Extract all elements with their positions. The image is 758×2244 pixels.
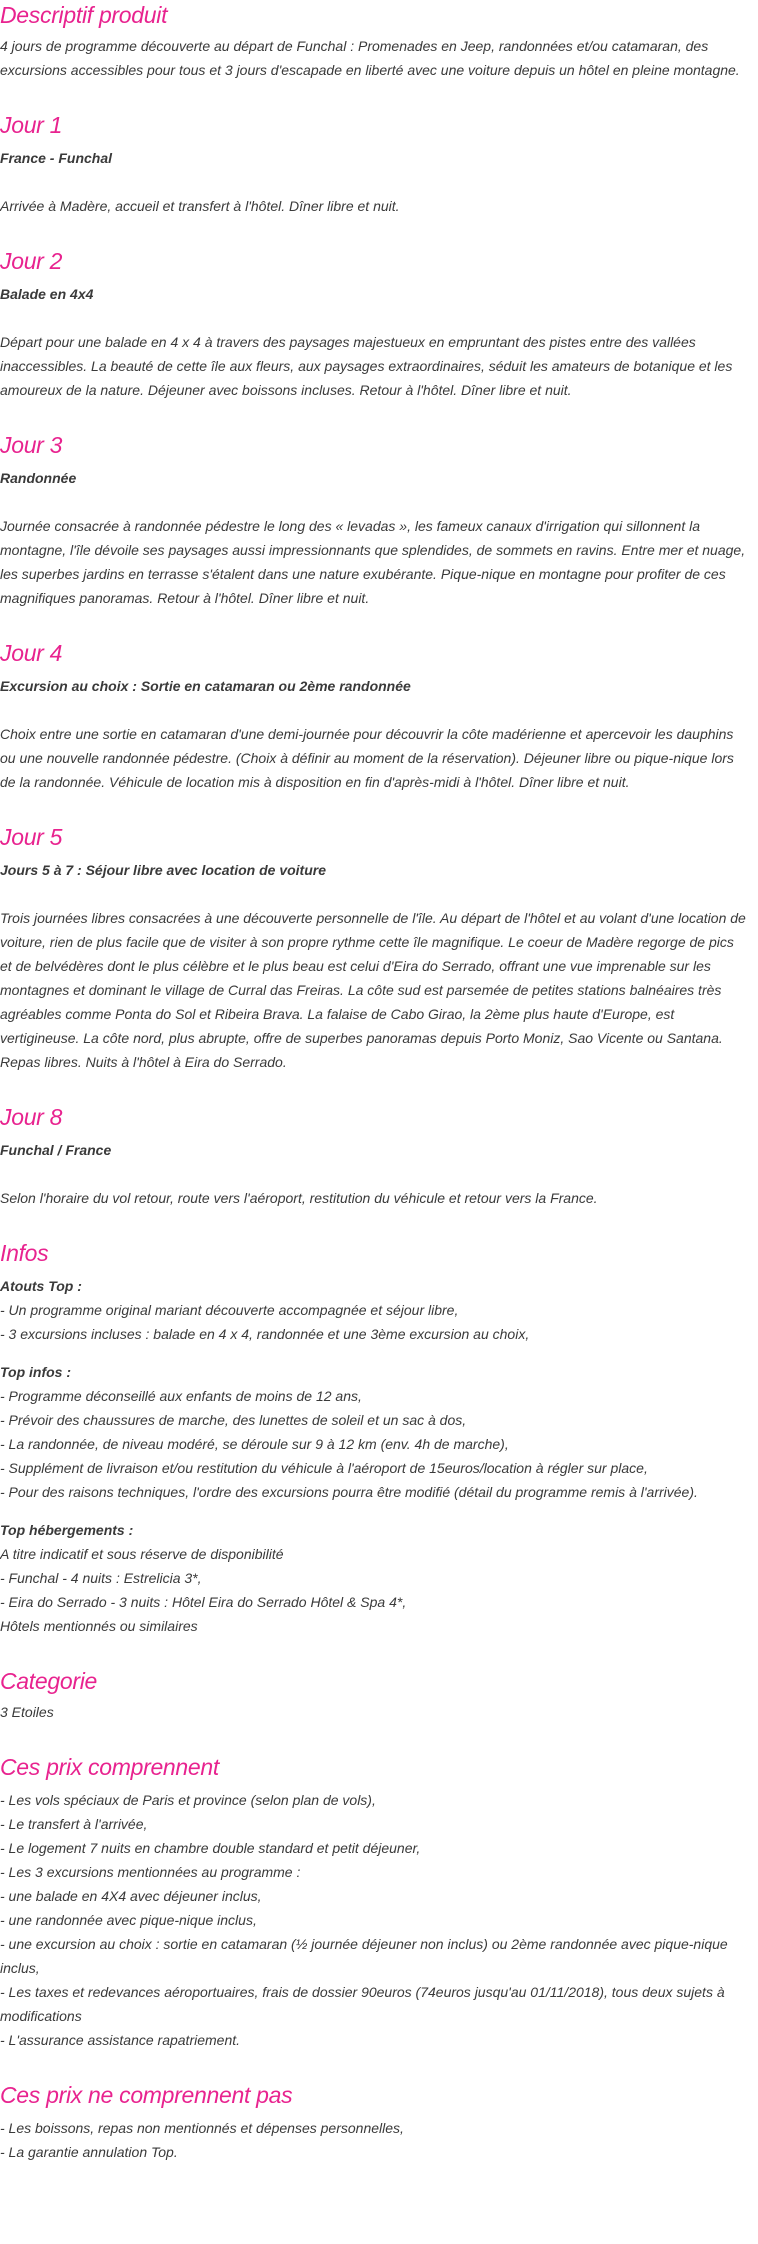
- list-item: - une randonnée avec pique-nique inclus,: [0, 1912, 257, 1928]
- list-item: - Le logement 7 nuits en chambre double standard et petit déjeuner,: [0, 1840, 421, 1856]
- descriptif-text: 4 jours de programme découverte au départ de Funchal : Promenades en Jeep, randonnées et/ou catamaran, des excursions accessibles pour tous et 3 jours d'escapade en liberté avec une voiture depuis un hôtel en pleine montagne.: [0, 38, 740, 78]
- jour-5-subtitle: Jours 5 à 7 : Séjour libre avec location de voiture: [0, 862, 326, 878]
- infos-top: [0, 1360, 748, 1504]
- top-infos-item: - Prévoir des chaussures de marche, des lunettes de soleil et un sac à dos,: [0, 1412, 467, 1428]
- hebergements-item: - Eira do Serrado - 3 nuits : Hôtel Eira do Serrado Hôtel & Spa 4*,: [0, 1594, 407, 1610]
- hebergements-label: Top hébergements :: [0, 1522, 134, 1538]
- jour-1-text: Arrivée à Madère, accueil et transfert à l'hôtel. Dîner libre et nuit.: [0, 198, 400, 214]
- list-item: - une excursion au choix : sortie en catamaran (½ journée déjeuner non inclus) ou 2ème randonnée avec pique-nique inclus,: [0, 1936, 728, 1976]
- jour-8-subtitle: Funchal / France: [0, 1142, 112, 1158]
- jour-3-subtitle: Randonnée: [0, 470, 77, 486]
- list-item: - Les boissons, repas non mentionnés et dépenses personnelles,: [0, 2120, 404, 2136]
- section-title-jour-5: Jour 5: [0, 824, 63, 850]
- section-title-jour-2: Jour 2: [0, 248, 63, 274]
- section-title-jour-4: Jour 4: [0, 640, 63, 666]
- list-item: - Les taxes et redevances aéroportuaires, frais de dossier 90euros (74euros jusqu'au 01/11/2018), tous deux sujets à modifications: [0, 1984, 725, 2024]
- section-title-descriptif: Descriptif produit: [0, 2, 168, 28]
- jour-1-subtitle: France - Funchal: [0, 150, 113, 166]
- list-item: - Les vols spéciaux de Paris et province (selon plan de vols),: [0, 1792, 376, 1808]
- jour-4-subtitle: Excursion au choix : Sortie en catamaran ou 2ème randonnée: [0, 678, 411, 694]
- jour-4-text: Choix entre une sortie en catamaran d'une demi-journée pour découvrir la côte madérienne et apercevoir les dauphins ou une nouvelle randonnée pédestre. (Choix à définir au moment de la réservation). Déjeuner libre ou pique-nique lors de la randonnée. Véhicule de location mis à disposition en fin d'après-midi à l'hôtel. Dîner libre et nuit.: [0, 726, 734, 790]
- list-item: - L'assurance assistance rapatriement.: [0, 2032, 241, 2048]
- atouts-item: - Un programme original mariant découverte accompagnée et séjour libre,: [0, 1302, 459, 1318]
- hebergements-item: Hôtels mentionnés ou similaires: [0, 1618, 198, 1634]
- infos-hebergements: [0, 1518, 748, 1638]
- jour-3-text: Journée consacrée à randonnée pédestre le long des « levadas », les fameux canaux d'irrigation qui sillonnent la montagne, l'île dévoile ses paysages aussi impressionnants que splendides, de sommets en ravins. Entre mer et nuage, les superbes jardins en terrasse s'étalent dans une nature exubérante. Pique-nique en montagne pour profiter de ces magnifiques panoramas. Retour à l'hôtel. Dîner libre et nuit.: [0, 518, 746, 606]
- section-title-jour-3: Jour 3: [0, 432, 63, 458]
- section-title-jour-8: Jour 8: [0, 1104, 63, 1130]
- hebergements-item: - Funchal - 4 nuits : Estrelicia 3*,: [0, 1570, 202, 1586]
- atouts-item: - 3 excursions incluses : balade en 4 x 4, randonnée et une 3ème excursion au choix,: [0, 1326, 530, 1342]
- hebergements-item: A titre indicatif et sous réserve de disponibilité: [0, 1546, 284, 1562]
- jour-5-text: Trois journées libres consacrées à une découverte personnelle de l'île. Au départ de l'hôtel et au volant d'une location de voiture, rien de plus facile que de visiter à son propre rythme cette île magnifique. Le coeur de Madère regorge de pics et de belvédères dont le plus célèbre et le plus beau est celui d'Eira do Serrado, offrant une vue imprenable sur les montagnes et dominant le village de Curral das Freiras. La côte sud est parsemée de petites stations balnéaires très agréables comme Ponta do Sol et Ribeira Brava. La falaise de Cabo Girao, la 2ème plus haute d'Europe, est vertigineuse. La côte nord, plus abrupte, offre de superbes panoramas depuis Porto Moniz, Sao Vicente ou Santana. Repas libres. Nuits à l'hôtel à Eira do Serrado.: [0, 910, 746, 1070]
- atouts-label: Atouts Top :: [0, 1278, 82, 1294]
- list-item: - La garantie annulation Top.: [0, 2144, 178, 2160]
- top-infos-item: - Programme déconseillé aux enfants de moins de 12 ans,: [0, 1388, 362, 1404]
- top-infos-item: - Pour des raisons techniques, l'ordre des excursions pourra être modifié (détail du programme remis à l'arrivée).: [0, 1484, 698, 1500]
- section-title-categorie: Categorie: [0, 1668, 98, 1694]
- jour-8-text: Selon l'horaire du vol retour, route vers l'aéroport, restitution du véhicule et retour vers la France.: [0, 1190, 598, 1206]
- top-infos-item: - La randonnée, de niveau modéré, se déroule sur 9 à 12 km (env. 4h de marche),: [0, 1436, 509, 1452]
- categorie-text: 3 Etoiles: [0, 1704, 54, 1720]
- section-title-infos: Infos: [0, 1240, 49, 1266]
- prix-comprennent-list: [0, 1788, 748, 2052]
- jour-2-subtitle: Balade en 4x4: [0, 286, 94, 302]
- section-title-prix-ne-comprennent: Ces prix ne comprennent pas: [0, 2082, 293, 2108]
- list-item: - Le transfert à l'arrivée,: [0, 1816, 148, 1832]
- section-title-jour-1: Jour 1: [0, 112, 63, 138]
- jour-2-text: Départ pour une balade en 4 x 4 à travers des paysages majestueux en empruntant des pistes entre des vallées inaccessibles. La beauté de cette île aux fleurs, aux paysages extraordinaires, séduit les amateurs de botanique et les amoureux de la nature. Déjeuner avec boissons incluses. Retour à l'hôtel. Dîner libre et nuit.: [0, 334, 733, 398]
- list-item: - une balade en 4X4 avec déjeuner inclus,: [0, 1888, 262, 1904]
- infos-atouts: [0, 1274, 748, 1346]
- list-item: - Les 3 excursions mentionnées au programme :: [0, 1864, 301, 1880]
- section-title-prix-comprennent: Ces prix comprennent: [0, 1754, 219, 1780]
- prix-ne-comprennent-list: [0, 2116, 748, 2164]
- top-infos-item: - Supplément de livraison et/ou restitution du véhicule à l'aéroport de 15euros/location à régler sur place,: [0, 1460, 648, 1476]
- top-infos-label: Top infos :: [0, 1364, 72, 1380]
